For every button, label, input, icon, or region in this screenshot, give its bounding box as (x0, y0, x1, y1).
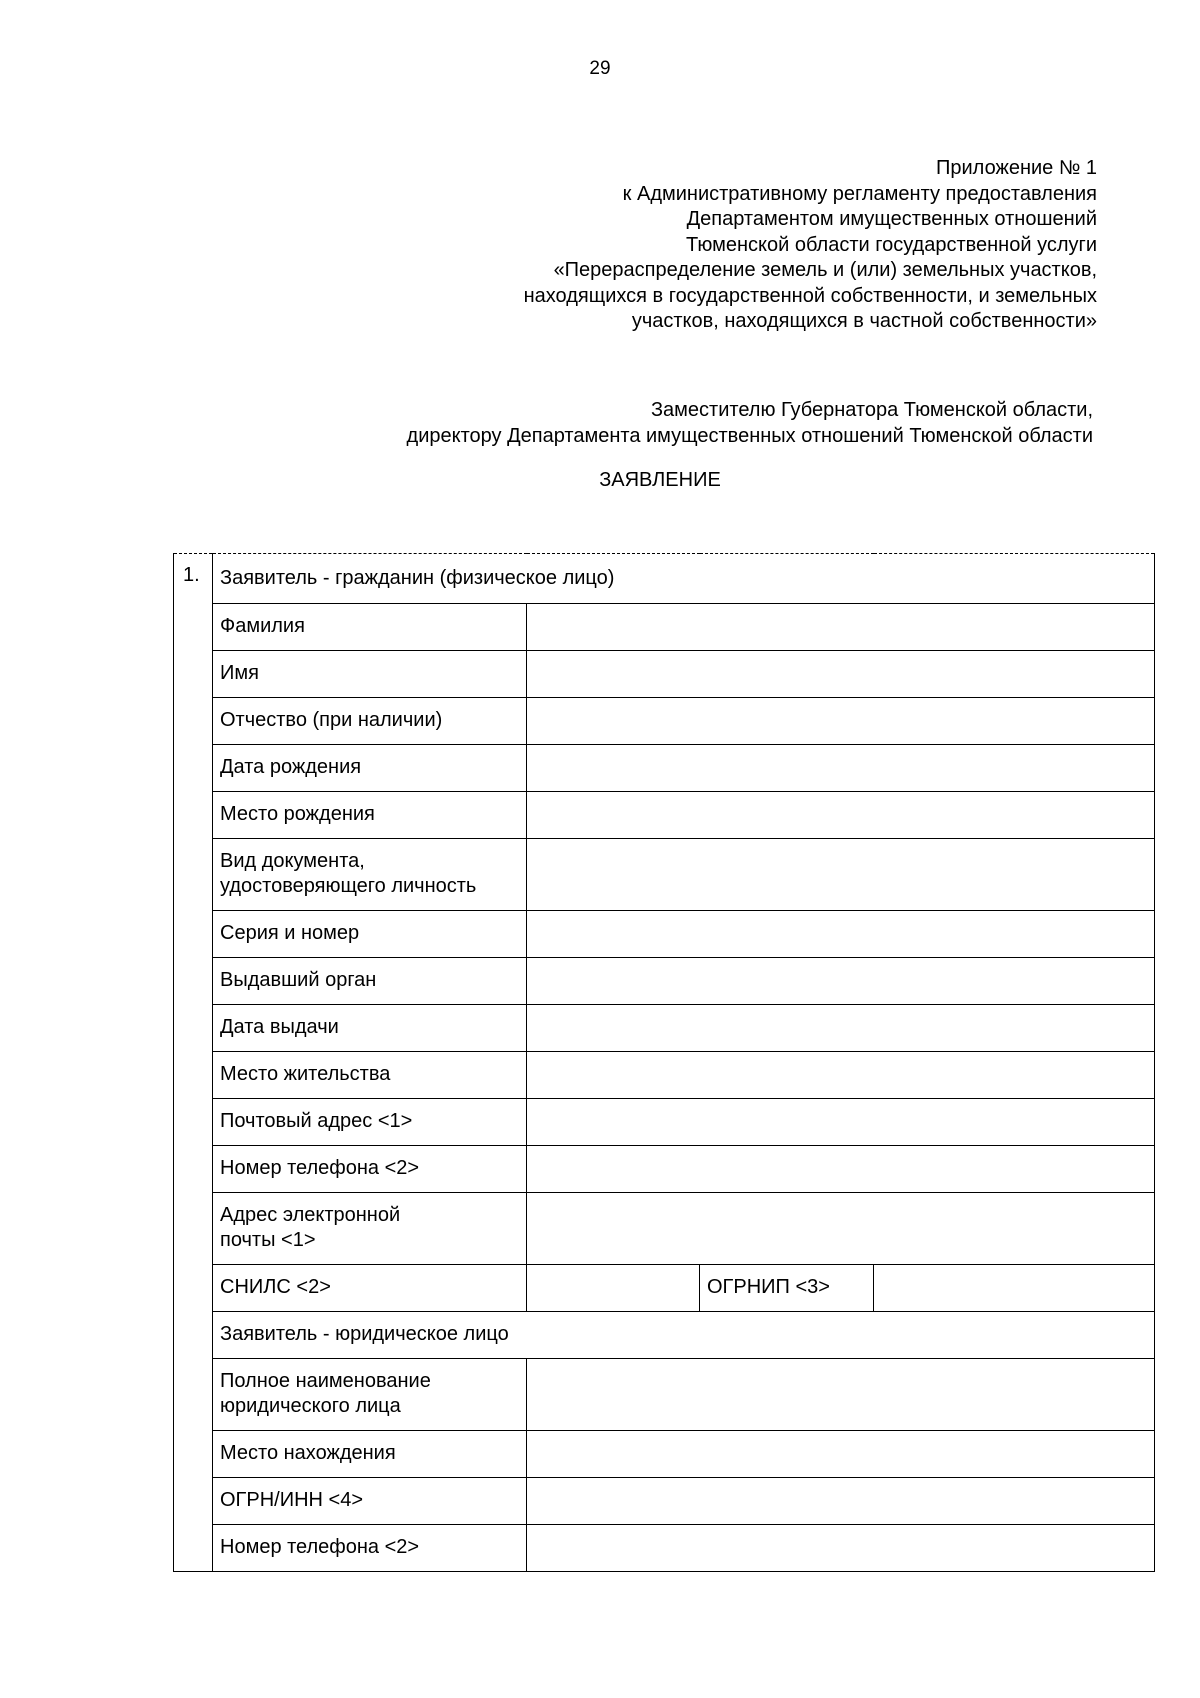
residence-field[interactable] (527, 1051, 1155, 1098)
form-row (174, 838, 1155, 910)
legal-entity-header: Заявитель - юридическое лицо (213, 1311, 1155, 1358)
appendix-line: находящихся в государственной собственности, и земельных (523, 284, 1097, 307)
legal-phone-field[interactable] (527, 1524, 1155, 1571)
snils-field[interactable] (527, 1264, 700, 1311)
addressee-line: директору Департамента имущественных отношений Тюменской области (406, 424, 1093, 447)
form-row (174, 1145, 1155, 1192)
surname-field[interactable] (527, 603, 1155, 650)
form-row (174, 1358, 1155, 1430)
form-row (174, 1524, 1155, 1571)
id-document-type-field[interactable] (527, 838, 1155, 910)
appendix-line: к Административному регламенту предоставления (622, 182, 1097, 205)
form-row (174, 650, 1155, 697)
appendix-line: Департаментом имущественных отношений (686, 208, 1097, 230)
form-row (174, 1051, 1155, 1098)
form-row (174, 744, 1155, 791)
series-number-field[interactable] (527, 910, 1155, 957)
residence-label: Место жительства (213, 1051, 527, 1098)
section-number: 1. (174, 554, 213, 604)
application-form-table (173, 553, 1155, 1572)
form-row (174, 1192, 1155, 1264)
appendix-block (397, 156, 1097, 335)
ogrnip-label: ОГРНИП <3> (700, 1264, 874, 1311)
legal-full-name-label: Полное наименование юридического лица (213, 1358, 527, 1430)
birth-place-field[interactable] (527, 791, 1155, 838)
form-row (174, 1311, 1155, 1358)
email-field[interactable] (527, 1192, 1155, 1264)
form-row (174, 957, 1155, 1004)
form-row (174, 603, 1155, 650)
appendix-line: участков, находящихся в частной собственности» (631, 310, 1097, 332)
patronymic-label: Отчество (при наличии) (213, 697, 527, 744)
postal-address-label: Почтовый адрес <1> (213, 1098, 527, 1145)
form-row (174, 1098, 1155, 1145)
name-label: Имя (213, 650, 527, 697)
phone-field[interactable] (527, 1145, 1155, 1192)
postal-address-field[interactable] (527, 1098, 1155, 1145)
issue-date-field[interactable] (527, 1004, 1155, 1051)
addressee-line: Заместителю Губернатора Тюменской области, (650, 399, 1093, 421)
birth-place-label: Место рождения (213, 791, 527, 838)
individual-applicant-header: Заявитель - гражданин (физическое лицо) (213, 554, 1155, 604)
issuer-field[interactable] (527, 957, 1155, 1004)
legal-location-label: Место нахождения (213, 1430, 527, 1477)
form-row (174, 1430, 1155, 1477)
patronymic-field[interactable] (527, 697, 1155, 744)
form-row (174, 910, 1155, 957)
form-row (174, 697, 1155, 744)
legal-full-name-field[interactable] (527, 1358, 1155, 1430)
form-row (174, 1477, 1155, 1524)
form-row (174, 791, 1155, 838)
series-number-label: Серия и номер (213, 910, 527, 957)
issuer-label: Выдавший орган (213, 957, 527, 1004)
issue-date-label: Дата выдачи (213, 1004, 527, 1051)
form-row (174, 1004, 1155, 1051)
ogrn-inn-field[interactable] (527, 1477, 1155, 1524)
birth-date-field[interactable] (527, 744, 1155, 791)
document-title: ЗАЯВЛЕНИЕ (599, 469, 721, 491)
appendix-line: Приложение № 1 (936, 157, 1097, 179)
appendix-line: Тюменской области государственной услуги (686, 233, 1097, 256)
surname-label: Фамилия (213, 603, 527, 650)
legal-phone-label: Номер телефона <2> (213, 1524, 527, 1571)
snils-label: СНИЛС <2> (213, 1264, 527, 1311)
email-label: Адрес электронной почты <1> (213, 1192, 527, 1264)
name-field[interactable] (527, 650, 1155, 697)
ogrnip-field[interactable] (874, 1264, 1155, 1311)
phone-label: Номер телефона <2> (213, 1145, 527, 1192)
birth-date-label: Дата рождения (213, 744, 527, 791)
appendix-line: «Перераспределение земель и (или) земельных участков, (553, 259, 1097, 281)
addressee-block (193, 398, 1093, 449)
form-row (174, 554, 1155, 604)
form-row (174, 1264, 1155, 1311)
page-number: 29 (589, 58, 611, 79)
legal-location-field[interactable] (527, 1430, 1155, 1477)
ogrn-inn-label: ОГРН/ИНН <4> (213, 1477, 527, 1524)
id-document-type-label: Вид документа, удостоверяющего личность (213, 838, 527, 910)
